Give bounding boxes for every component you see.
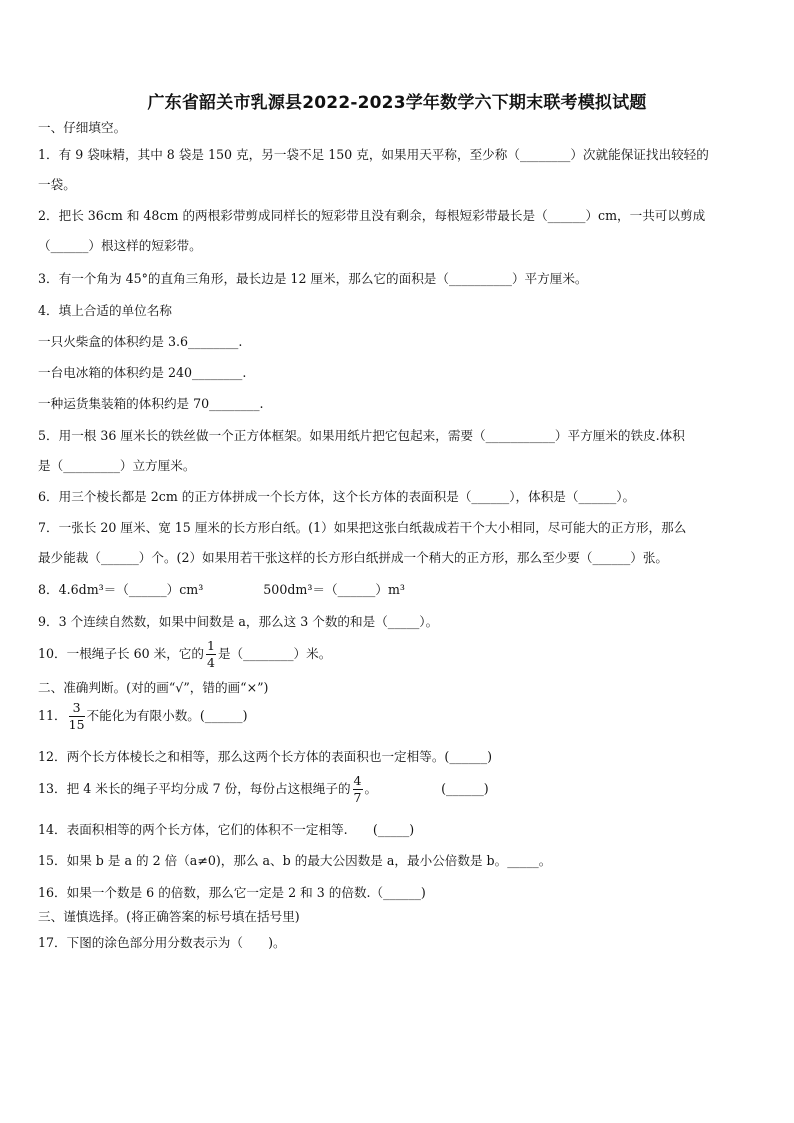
question-13-text: 13．把 4 米长的绳子平均分成 7 份，每份占这根绳子的: [38, 781, 351, 796]
fraction-denominator: 7: [353, 789, 362, 805]
question-1-line-2: 一袋。: [38, 177, 76, 192]
question-4-heading: 4．填上合适的单位名称: [38, 303, 172, 318]
question-12: 12．两个长方体棱长之和相等，那么这两个长方体的表面积也一定相等。(______): [38, 749, 493, 764]
fraction-denominator: 4: [207, 654, 215, 670]
question-7-line-2: 最少能裁（______）个。(2）如果用若干张这样的长方形白纸拼成一个稍大的正方形，那么至少要（______）张。: [38, 550, 669, 565]
section-heading-multiple-choice: 三、谨慎选择。(将正确答案的标号填在括号里): [38, 909, 300, 924]
question-13-period: 。: [364, 781, 378, 796]
question-15: 15．如果 b 是 a 的 2 倍（a≠0)，那么 a、b 的最大公因数是 a，最小公倍数是 b。_____。: [38, 853, 552, 868]
question-9: 9．3 个连续自然数，如果中间数是 a，那么这 3 个数的和是（_____）。: [38, 614, 439, 629]
question-8-part-b: 500dm³＝（______）m³: [263, 582, 405, 597]
question-7-line-1: 7．一张长 20 厘米、宽 15 厘米的长方形白纸。(1）如果把这张白纸裁成若干个大小相同，尽可能大的正方形，那么: [38, 520, 687, 535]
question-10-tail: 是（________）米。: [217, 646, 332, 661]
question-11-tail: 不能化为有限小数。(______): [86, 708, 248, 723]
question-14: 14．表面积相等的两个长方体，它们的体积不一定相等. (_____): [38, 822, 415, 837]
question-5-line-1: 5．用一根 36 厘米长的铁丝做一个正方体框架。如果用纸片把它包起来，需要（___________）平方厘米的铁皮.体积: [38, 428, 685, 443]
fraction-one-quarter: [206, 640, 216, 669]
question-4-item-c: 一种运货集装箱的体积约是 70________.: [38, 396, 264, 411]
page-title: 广东省韶关市乳源县2022-2023学年数学六下期末联考模拟试题: [147, 93, 647, 113]
question-10-text: 10．一根绳子长 60 米，它的: [38, 646, 204, 661]
fraction-three-fifteenths: [69, 702, 85, 731]
fraction-four-sevenths: [353, 775, 363, 804]
question-11: [38, 702, 247, 731]
fraction-numerator: 4: [353, 773, 362, 788]
question-10: [38, 640, 331, 669]
question-3: 3．有一个角为 45°的直角三角形，最长边是 12 厘米，那么它的面积是（__________）平方厘米。: [38, 271, 588, 286]
section-heading-true-false: 二、准确判断。(对的画“√”，错的画“×”): [38, 680, 269, 695]
question-1-line-1: 1．有 9 袋味精，其中 8 袋是 150 克，另一袋不足 150 克，如果用天平称，至少称（________）次就能保证找出较轻的: [38, 147, 709, 162]
fraction-denominator: 15: [68, 716, 85, 732]
section-heading-fill-blank: 一、仔细填空。: [38, 120, 127, 135]
fraction-numerator: 3: [69, 702, 85, 717]
question-4-item-a: 一只火柴盒的体积约是 3.6________.: [38, 334, 243, 349]
question-13: [38, 775, 489, 804]
question-2-line-2: （______）根这样的短彩带。: [38, 238, 202, 253]
question-6: 6．用三个棱长都是 2cm 的正方体拼成一个长方体，这个长方体的表面积是（______），体积是（______）。: [38, 489, 636, 504]
question-13-answer-blank: (______): [441, 781, 489, 796]
question-5-line-2: 是（_________）立方厘米。: [38, 458, 196, 473]
question-2-line-1: 2．把长 36cm 和 48cm 的两根彩带剪成同样长的短彩带且没有剩余，每根短彩带最长是（______）cm，一共可以剪成: [38, 208, 706, 223]
question-16: 16．如果一个数是 6 的倍数，那么它一定是 2 和 3 的倍数.（______): [38, 885, 426, 900]
question-8-part-a: 8．4.6dm³＝（______）cm³: [38, 582, 204, 597]
question-4-item-b: 一台电冰箱的体积约是 240________.: [38, 365, 247, 380]
question-11-number: 11．: [38, 708, 67, 723]
question-8: [38, 581, 405, 599]
fraction-numerator: 1: [207, 638, 215, 653]
question-17: 17．下图的涂色部分用分数表示为（ )。: [38, 935, 286, 950]
